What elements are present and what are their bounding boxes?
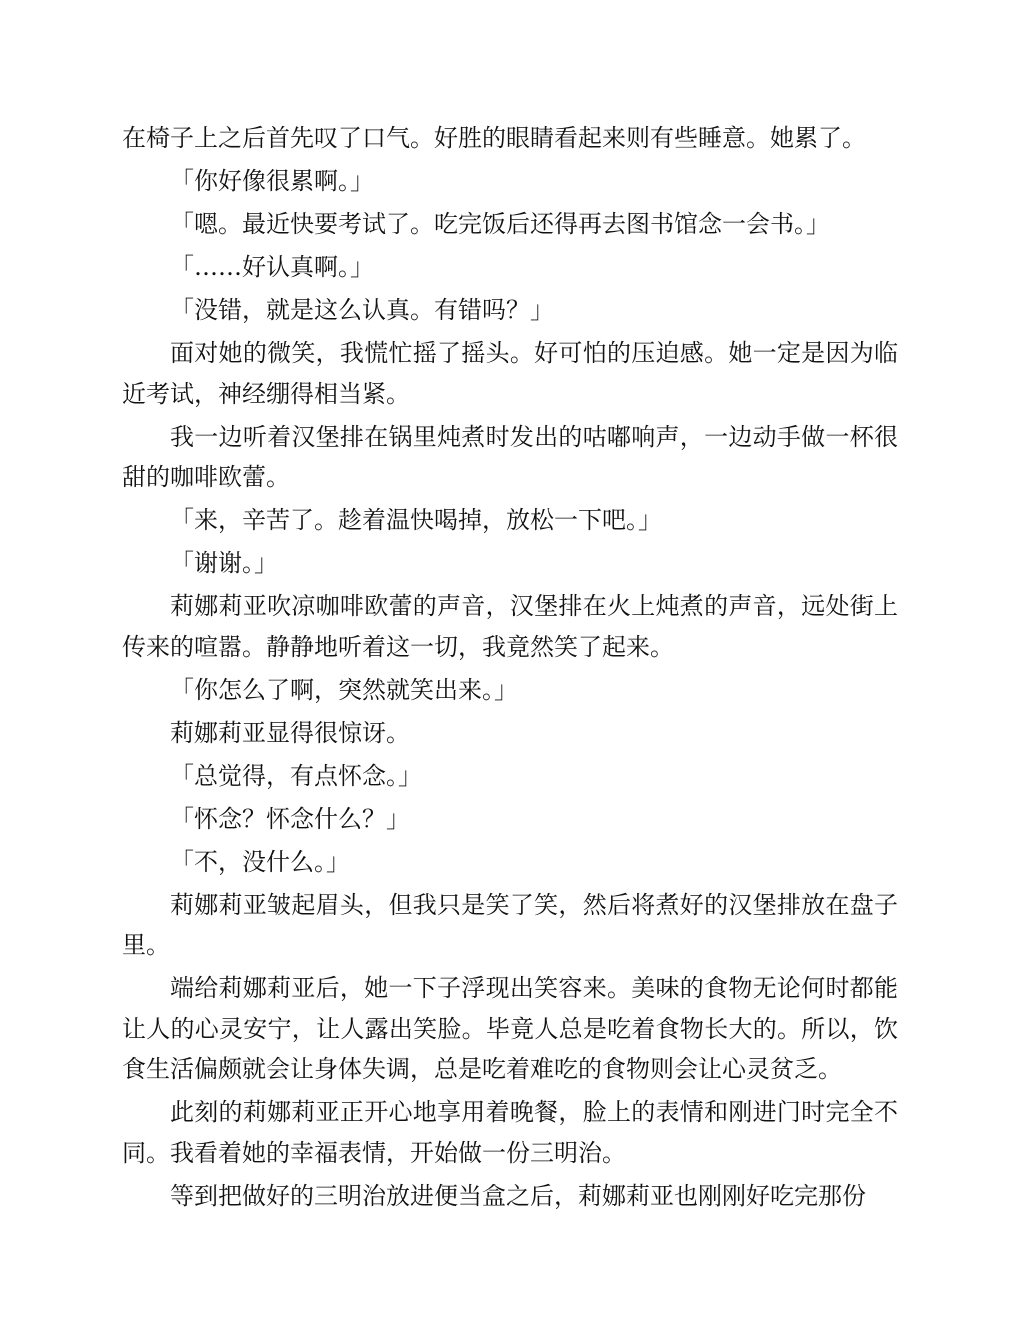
paragraph: 莉娜莉亚吹凉咖啡欧蕾的声音，汉堡排在火上炖煮的声音，远处街上传来的喧嚣。静静地听着这一切，我竟然笑了起来。: [122, 592, 898, 661]
paragraph: 「……好认真啊。」: [170, 253, 374, 281]
paragraph: 「嗯。最近快要考试了。吃完饭后还得再去图书馆念一会书。」: [170, 210, 830, 238]
paragraph: 「来，辛苦了。趁着温快喝掉，放松一下吧。」: [170, 506, 662, 534]
paragraph: 「总觉得，有点怀念。」: [170, 761, 422, 790]
paragraph: 我一边听着汉堡排在锅里炖煮时发出的咕嘟响声，一边动手做一杯很甜的咖啡欧蕾。: [122, 422, 898, 491]
paragraph: 在椅子上之后首先叹了口气。好胜的眼睛看起来则有些睡意。她累了。: [122, 124, 866, 152]
paragraph: 端给莉娜莉亚后，她一下子浮现出笑容来。美味的食物无论何时都能让人的心灵安宁，让人露出笑脸。毕竟人总是吃着食物长大的。所以，饮食生活偏颇就会让身体失调，总是吃着难吃的食物则会让心灵贫乏。: [122, 974, 898, 1083]
paragraph: 「你好像很累啊。」: [170, 167, 374, 195]
paragraph: 「你怎么了啊，突然就笑出来。」: [170, 675, 518, 704]
book-page: [122, 118, 898, 1219]
paragraph: 「没错，就是这么认真。有错吗？」: [170, 296, 554, 324]
paragraph: 「不，没什么。」: [170, 847, 350, 876]
paragraph: 莉娜莉亚皱起眉头，但我只是笑了笑，然后将煮好的汉堡排放在盘子里。: [122, 890, 898, 959]
paragraph: 面对她的微笑，我慌忙摇了摇头。好可怕的压迫感。她一定是因为临近考试，神经绷得相当紧。: [122, 339, 898, 408]
paragraph: 「谢谢。」: [170, 549, 278, 577]
paragraph: 此刻的莉娜莉亚正开心地享用着晚餐，脸上的表情和刚进门时完全不同。我看着她的幸福表情，开始做一份三明治。: [122, 1098, 898, 1167]
paragraph: 莉娜莉亚显得很惊讶。: [170, 718, 410, 747]
paragraph: 等到把做好的三明治放进便当盒之后，莉娜莉亚也刚刚好吃完那份: [170, 1181, 866, 1210]
paragraph: 「怀念？怀念什么？」: [170, 804, 410, 833]
